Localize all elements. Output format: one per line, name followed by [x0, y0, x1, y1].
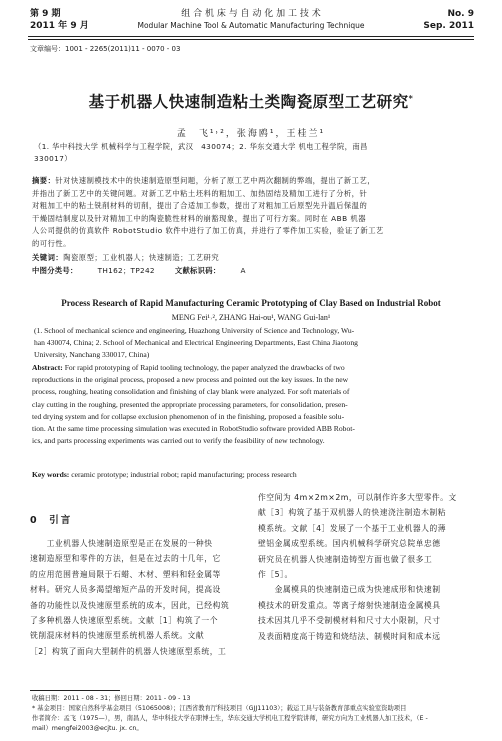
section-number: 0 — [30, 515, 39, 526]
paper-title-text: 基于机器人快速制造粘土类陶瓷原型工艺研究 — [88, 92, 409, 111]
body-line: 研究员在机器人快速制造铸型方面也做了很多工 — [258, 554, 433, 564]
issue-en: No. 9 — [447, 9, 474, 19]
body-line: 模系统。文献［4］发展了一个基于工业机器人的薄 — [258, 523, 446, 533]
section-heading-intro — [30, 512, 72, 526]
journal-title-en: Modular Machine Tool & Automatic Manufacturing Technique — [137, 21, 365, 30]
body-line: 模技术的研发重点。等离子熔射快速制造金属模具 — [258, 600, 441, 610]
section-title: 引言 — [49, 515, 73, 526]
footnote-line: 作者简介：孟飞（1975—），男，南昌人，华中科技大学在职博士生，华东交通大学机电工程学院讲师，研究方向为工业机器人加工技术，（E - — [32, 715, 428, 722]
body-line: 的应用范围普遍局限于石蜡、木材、塑料和轻金属等 — [30, 569, 221, 579]
abstract-cn-line: 对粗加工中的粘土铣削材料的切削，提出了合适加工参数，提出了对粗加工后原型先升温后保温的 — [32, 201, 368, 211]
issue-cn: 第 9 期 — [30, 9, 61, 19]
abstract-cn-line: 摘要：针对快速制模技术中的快速制造原型问题，分析了原工艺中两次翻制的弊端，提出了新工艺， — [32, 176, 376, 185]
keywords-cn-label: 关键词： — [32, 253, 64, 262]
body-line: 壁铝金属成型系统。国内机械科学研究总院单忠德 — [258, 539, 441, 549]
affiliation-en-line: han 430074, China; 2. School of Mechanical and Electrical Engineering Departments, East China Jiaotong — [34, 338, 358, 348]
footnote-rule — [30, 690, 120, 691]
keywords-en — [32, 470, 472, 479]
abstract-cn-line: 的可行性。 — [32, 238, 71, 248]
paper-title-en: Process Research of Rapid Manufacturing Ceramic Prototyping of Clay Based on Industrial Robot — [61, 298, 441, 308]
abstract-en-line: clay cutting in the roughing, presented the appropriate processing parameters, for consolidation, presen- — [32, 399, 348, 409]
abstract-cn-line: 干燥固结制度以及针对精加工中的陶瓷脆性材料的崩豁现象，提出了可行方案。同时在 ABB 机器 — [32, 213, 367, 223]
abstract-en-line: process, roughing, heating consolidation and finishing of clay blank were analyzed. For soft materials of — [32, 387, 350, 397]
body-line: 作［5］。 — [258, 570, 293, 580]
affiliation-en — [34, 325, 472, 362]
body-line: 了多种机器人快速原型系统。文献［1］构筑了一个 — [30, 616, 218, 626]
authors-cn: 孟 飞¹˒²，张海鸥¹，王桂兰¹ — [176, 129, 326, 139]
footnote-line: 收稿日期：2011 - 08 - 31；修回日期：2011 - 09 - 13 — [32, 695, 191, 702]
journal-title-cn: 组 合 机 床 与 自 动 化 加 工 技 术 — [181, 9, 321, 19]
body-line: 技术因其几乎不受制模材料和尺寸大小限制，尺寸 — [258, 616, 441, 626]
paper-title — [0, 90, 502, 112]
body-line: 材料。研究人员多渴望缩短产品的开发时间，提高设 — [30, 585, 221, 595]
document-code: 文献标识码： A — [174, 266, 246, 275]
body-line: 及表面精度高于铸造和烧结法、制模时间和成本远 — [258, 631, 441, 641]
footnotes — [32, 694, 472, 734]
affiliation-cn-line: 330017） — [34, 154, 72, 163]
body-column-left — [30, 536, 246, 659]
funding-mark: * — [408, 92, 414, 103]
body-line: 工业机器人快速制造原型是正在发展的一种快 — [30, 539, 213, 548]
header-rule-thick — [28, 36, 474, 37]
body-line: 铣削混床材料的快速原型系统机器人系统。文献 — [30, 631, 205, 641]
date-en: Sep. 2011 — [423, 21, 474, 31]
body-line: ［2］构筑了面向大型制件的机器人快速原型系统，工 — [30, 646, 227, 656]
affiliation-cn-line: （1. 华中科技大学 机械科学与工程学院，武汉 430074；2. 华东交通大学 机电工程学院，南昌 — [34, 142, 368, 151]
body-line: 金属模具的快速制造已成为快速成形和快速制 — [258, 585, 441, 595]
abstract-en — [32, 362, 472, 447]
clc-number: 中图分类号： TH162；TP242 — [32, 266, 155, 275]
keywords-cn — [32, 253, 472, 263]
footnote-line: mail）mengfei2003@ecjtu. jx. cn。 — [32, 725, 143, 732]
abstract-cn-line: 并指出了新工艺中的关键问题。对新工艺中粘土坯料的粗加工、加热固结及精加工进行了分析，针 — [32, 188, 368, 198]
abstract-en-line: ted drying system and for collapse exclusion phenomenon of in the finishing, proposed a feasible solu- — [32, 411, 345, 421]
footnote-line: * 基金项目：国家自然科学基金项目（51065008）；江西省教育厅科技项目（GJJ11103）；载运工具与装备教育部重点实验室资助项目 — [32, 705, 407, 712]
affiliation-en-line: (1. School of mechanical science and engineering, Huazhong University of Science and Technology, Wu- — [34, 326, 355, 335]
header-right — [423, 8, 474, 32]
affiliation-en-line: University, Nanchang 330017, China) — [34, 350, 150, 360]
abstract-en-line: ics, and parts processing experiments was carried out to verify the feasibility of new technology. — [32, 436, 325, 446]
affiliation-cn — [34, 141, 472, 165]
keywords-cn-text: 陶瓷原型；工业机器人；快速制造；工艺研究 — [63, 253, 220, 262]
abstract-en-line: tion. At the same time processing simulation was executed in RobotStudio software provided ABB Robot- — [32, 424, 355, 434]
body-line: 献［3］构筑了基于双机器人的快速浇注制造木制粘 — [258, 508, 446, 518]
body-column-right — [258, 490, 472, 644]
body-line: 作空间为 4m×2m×2m，可以制作许多大型零件。文 — [258, 493, 457, 502]
authors-en: MENG Fei¹˒², ZHANG Hai-ou¹, WANG Gui-lan¹ — [171, 313, 331, 322]
keywords-en-text: ceramic prototype; industrial robot; rapid manufacturing; process research — [69, 470, 297, 479]
header-rule-thin — [28, 39, 474, 40]
abstract-en-line: Abstract: For rapid prototyping of Rapid tooling technology, the paper analyzed the drawbacks of two — [32, 363, 345, 372]
date-cn: 2011 年 9 月 — [30, 21, 89, 31]
abstract-cn-line: 人公司提供的仿真软件 RobotStudio 软件中进行了加工仿真，并进行了零件加工实验，验证了新工艺 — [32, 226, 384, 236]
article-number: 文章编号：1001 - 2265(2011)11 - 0070 - 03 — [30, 45, 181, 53]
abstract-en-line: reproductions in the original process, proposed a new process and pointed out the key issues. In the new — [32, 375, 349, 385]
body-line: 备的功能性以及快速原型系统的成本，因此，已经构筑 — [30, 600, 230, 610]
keywords-en-label: Key words: — [32, 470, 70, 479]
classification — [32, 266, 246, 276]
abstract-cn — [32, 175, 472, 251]
abstract-cn-label: 摘要： — [32, 176, 56, 185]
abstract-en-label: Abstract: — [32, 363, 63, 372]
body-line: 速制造原型和零件的方法，但是在过去的十几年，它 — [30, 554, 221, 564]
